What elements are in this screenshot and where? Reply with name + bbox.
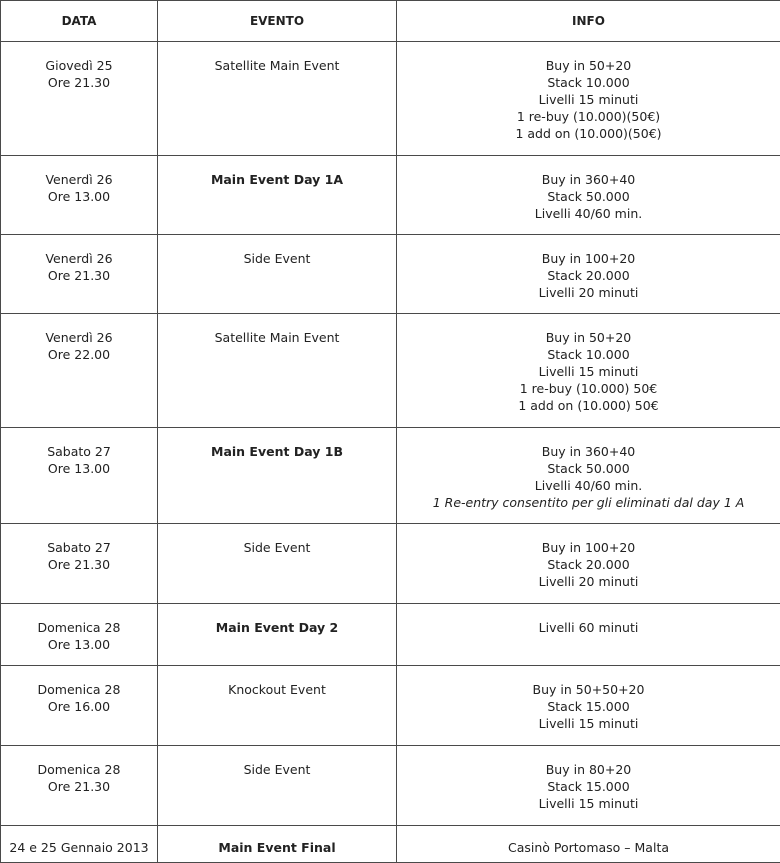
info-line: Buy in 100+20 [397, 250, 780, 267]
cell-info [397, 42, 780, 156]
table-row [1, 314, 780, 428]
info-line: Stack 10.000 [397, 74, 780, 91]
info-line: 1 re-buy (10.000) 50€ [397, 380, 780, 397]
cell-event [158, 604, 397, 666]
table-row [1, 235, 780, 314]
cell-event [158, 235, 397, 314]
header-event: EVENTO [158, 1, 397, 42]
info-line: Livelli 60 minuti [397, 619, 780, 636]
cell-info [397, 826, 780, 863]
info-line: Stack 15.000 [397, 778, 780, 795]
date-line: Ore 13.00 [1, 188, 157, 205]
date-line: 24 e 25 Gennaio 2013 [1, 839, 157, 856]
cell-event [158, 826, 397, 863]
info-line: Stack 20.000 [397, 267, 780, 284]
date-line: Ore 13.00 [1, 636, 157, 653]
cell-info [397, 524, 780, 604]
event-name: Main Event Day 1B [158, 443, 396, 460]
info-line: 1 re-buy (10.000)(50€) [397, 108, 780, 125]
table-row [1, 604, 780, 666]
info-line: Stack 10.000 [397, 346, 780, 363]
cell-date [1, 826, 158, 863]
date-line: Ore 21.30 [1, 74, 157, 91]
info-line: Livelli 40/60 min. [397, 205, 780, 222]
info-line: Buy in 50+50+20 [397, 681, 780, 698]
header-date: DATA [1, 1, 158, 42]
info-line: Livelli 15 minuti [397, 795, 780, 812]
event-name: Main Event Day 2 [158, 619, 396, 636]
cell-event [158, 42, 397, 156]
date-line: Ore 22.00 [1, 346, 157, 363]
cell-date [1, 604, 158, 666]
info-line: Stack 50.000 [397, 188, 780, 205]
info-line: Buy in 100+20 [397, 539, 780, 556]
date-line: Domenica 28 [1, 681, 157, 698]
event-name: Main Event Day 1A [158, 171, 396, 188]
info-line: Buy in 50+20 [397, 329, 780, 346]
info-line: Stack 20.000 [397, 556, 780, 573]
date-line: Ore 21.30 [1, 267, 157, 284]
info-line: Livelli 15 minuti [397, 715, 780, 732]
cell-info [397, 235, 780, 314]
date-line: Sabato 27 [1, 443, 157, 460]
cell-date [1, 746, 158, 826]
info-line: Livelli 15 minuti [397, 363, 780, 380]
cell-date [1, 428, 158, 524]
cell-info [397, 314, 780, 428]
date-line: Domenica 28 [1, 619, 157, 636]
cell-info [397, 428, 780, 524]
info-note: 1 Re-entry consentito per gli eliminati dal day 1 A [397, 494, 780, 511]
cell-date [1, 666, 158, 746]
info-line: Livelli 15 minuti [397, 91, 780, 108]
info-line: Livelli 20 minuti [397, 573, 780, 590]
cell-date [1, 524, 158, 604]
info-line: Stack 15.000 [397, 698, 780, 715]
cell-date [1, 314, 158, 428]
event-name: Side Event [158, 761, 396, 778]
event-name: Main Event Final [158, 839, 396, 856]
cell-info [397, 156, 780, 235]
event-name: Satellite Main Event [158, 57, 396, 74]
table-row [1, 42, 780, 156]
cell-event [158, 428, 397, 524]
date-line: Ore 13.00 [1, 460, 157, 477]
info-line: Stack 50.000 [397, 460, 780, 477]
event-name: Side Event [158, 250, 396, 267]
cell-event [158, 314, 397, 428]
table-row [1, 746, 780, 826]
info-line: Livelli 20 minuti [397, 284, 780, 301]
header-row [1, 1, 780, 42]
cell-date [1, 42, 158, 156]
date-line: Ore 21.30 [1, 556, 157, 573]
info-line: Casinò Portomaso – Malta [397, 839, 780, 856]
cell-event [158, 524, 397, 604]
cell-event [158, 156, 397, 235]
info-line: Buy in 80+20 [397, 761, 780, 778]
date-line: Domenica 28 [1, 761, 157, 778]
cell-date [1, 156, 158, 235]
info-line: Livelli 40/60 min. [397, 477, 780, 494]
event-name: Side Event [158, 539, 396, 556]
info-line: 1 add on (10.000) 50€ [397, 397, 780, 414]
cell-info [397, 604, 780, 666]
date-line: Venerdì 26 [1, 250, 157, 267]
header-info: INFO [397, 1, 780, 42]
date-line: Sabato 27 [1, 539, 157, 556]
event-name: Knockout Event [158, 681, 396, 698]
info-line: 1 add on (10.000)(50€) [397, 125, 780, 142]
table-row [1, 524, 780, 604]
date-line: Ore 21.30 [1, 778, 157, 795]
date-line: Giovedì 25 [1, 57, 157, 74]
cell-info [397, 746, 780, 826]
info-line: Buy in 360+40 [397, 171, 780, 188]
table-row [1, 666, 780, 746]
date-line: Ore 16.00 [1, 698, 157, 715]
cell-event [158, 746, 397, 826]
table-row [1, 156, 780, 235]
table-row [1, 428, 780, 524]
cell-event [158, 666, 397, 746]
date-line: Venerdì 26 [1, 171, 157, 188]
event-name: Satellite Main Event [158, 329, 396, 346]
info-line: Buy in 50+20 [397, 57, 780, 74]
cell-info [397, 666, 780, 746]
date-line: Venerdì 26 [1, 329, 157, 346]
table-row [1, 826, 780, 863]
cell-date [1, 235, 158, 314]
info-line: Buy in 360+40 [397, 443, 780, 460]
